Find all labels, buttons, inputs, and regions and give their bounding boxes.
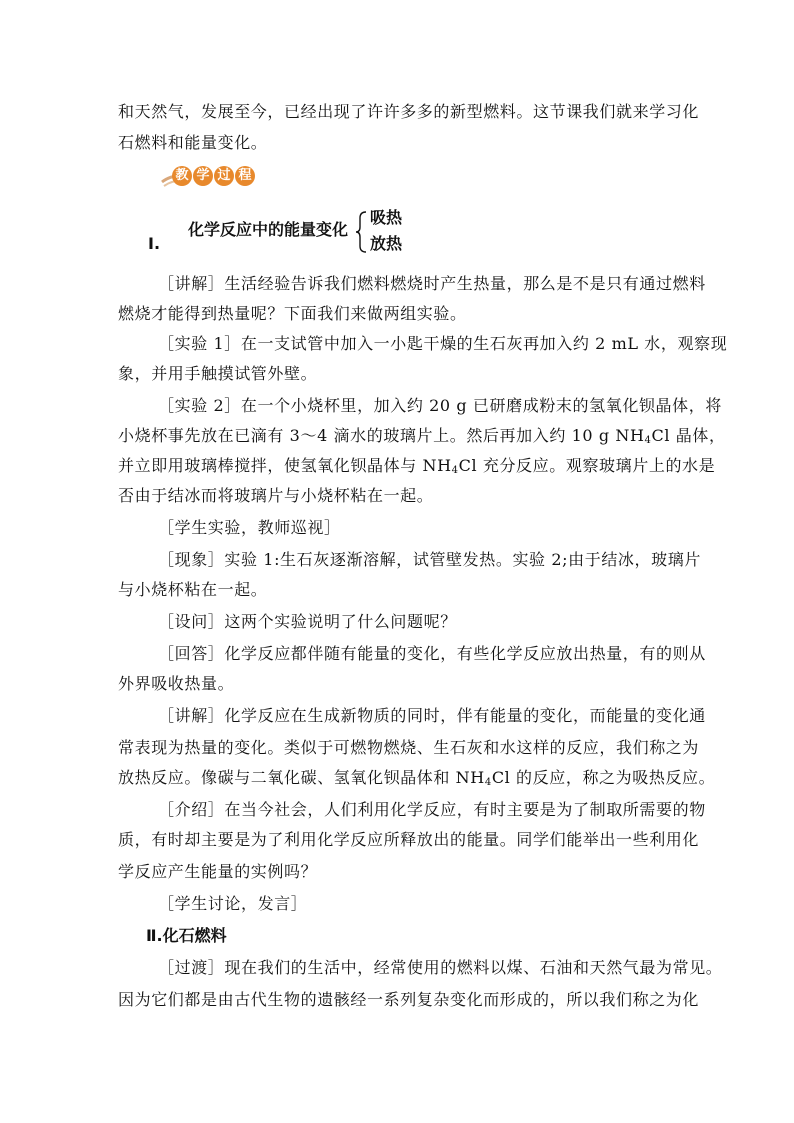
paragraph-line: ［实验 1］在一支试管中加入一小匙干燥的生石灰再加入约 2 mL 水，观察现 xyxy=(158,334,728,353)
paragraph-line: 外界吸收热量。 xyxy=(118,674,235,693)
paragraph-line: ［实验 2］在一个小烧杯里，加入约 20 g 已研磨成粉末的氢氧化钡晶体，将 xyxy=(158,396,722,415)
intro-line-1: 和天然气，发展至今，已经出现了许许多多的新型燃料。这节课我们就来学习化 xyxy=(118,102,700,121)
banner-char: 程 xyxy=(235,166,255,186)
banner-char: 教 xyxy=(172,166,192,186)
paragraph-line: 放热反应。像碳与二氧化碳、氢氧化钡晶体和 $NH_4Cl$ 的反应，称之为吸热反应。 xyxy=(118,768,716,788)
section-1-heading xyxy=(148,208,418,256)
paragraph-line: 因为它们都是由古代生物的遗骸经一系列复杂变化而形成的，所以我们称之为化 xyxy=(118,990,700,1009)
paragraph-line: ［现象］实验 1:生石灰逐渐溶解，试管壁发热。实验 2;由于结冰，玻璃片 xyxy=(158,550,701,569)
paragraph-line: 燃烧才能得到热量呢？下面我们来做两组实验。 xyxy=(118,304,467,323)
paragraph-line: 与小烧杯粘在一起。 xyxy=(118,580,268,599)
section-1-title: 化学反应中的能量变化 xyxy=(188,220,349,239)
paragraph-line: ［讲解］化学反应在生成新物质的同时，伴有能量的变化，而能量的变化通 xyxy=(158,706,706,725)
paragraph-line: 质，有时却主要是为了利用化学反应所释放出的能量。同学们能举出一些利用化 xyxy=(118,830,700,849)
paragraph-line: 学反应产生能量的实例吗？ xyxy=(118,862,318,881)
paragraph-line: ［回答］化学反应都伴随有能量的变化，有些化学反应放出热量，有的则从 xyxy=(158,644,706,663)
intro-line-2: 石燃料和能量变化。 xyxy=(118,133,268,152)
section-1-number: Ⅰ. xyxy=(148,234,161,253)
paragraph-line: 小烧杯事先放在已滴有 3～4 滴水的玻璃片上。然后再加入约 10 g $NH_4Cl$ 晶体， xyxy=(118,426,726,446)
paragraph-line: ［学生讨论，发言］ xyxy=(158,894,308,913)
banner-char: 学 xyxy=(193,166,213,186)
paragraph-line: 否由于结冰而将玻璃片与小烧杯粘在一起。 xyxy=(118,486,434,505)
banner-char: 过 xyxy=(214,166,234,186)
paragraph-line: ［学生实验，教师巡视］ xyxy=(158,518,341,537)
paragraph-line: ［设问］这两个实验说明了什么问题呢？ xyxy=(158,612,457,631)
paragraph-line: ［介绍］在当今社会，人们利用化学反应，有时主要是为了制取所需要的物 xyxy=(158,800,706,819)
brace-icon xyxy=(354,210,368,254)
paragraph-line: 象，并用手触摸试管外壁。 xyxy=(118,364,318,383)
branch-release-heat: 放热 xyxy=(370,234,403,253)
paragraph-line: ［讲解］生活经验告诉我们燃料燃烧时产生热量，那么是不是只有通过燃料 xyxy=(158,274,706,293)
branch-absorb-heat: 吸热 xyxy=(370,208,403,227)
paragraph-line: 并立即用玻璃棒搅拌，使氢氧化钡晶体与 $NH_4Cl$ 充分反应。观察玻璃片上的水是 xyxy=(118,456,716,476)
paragraph-line: ［过渡］现在我们的生活中，经常使用的燃料以煤、石油和天然气最为常见。 xyxy=(158,958,723,977)
teaching-process-banner xyxy=(160,166,256,192)
paragraph-line: 常表现为热量的变化。类似于可燃物燃烧、生石灰和水这样的反应，我们称之为 xyxy=(118,738,700,757)
section-2-title: Ⅱ.化石燃料 xyxy=(146,926,227,945)
